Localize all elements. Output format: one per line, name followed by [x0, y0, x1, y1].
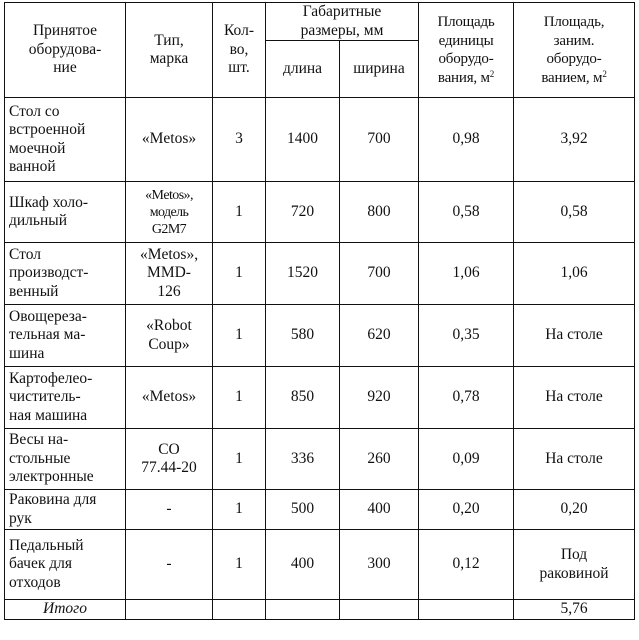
cell-type: «Metos», MMD- 126 [126, 243, 213, 305]
cell-width: 260 [340, 429, 419, 490]
table-row [5, 243, 635, 305]
cell-length: 850 [266, 367, 340, 429]
cell-total-area: Под раковиной [514, 530, 635, 600]
header-unit-area [419, 3, 514, 98]
cell-width: 620 [340, 305, 419, 367]
table-row [5, 182, 635, 243]
cell-unit-area: 0,78 [419, 367, 514, 429]
cell-name: Раковина для рук [5, 490, 126, 530]
cell-name: Шкаф холо- дильный [5, 182, 126, 243]
cell-qty: 1 [213, 530, 266, 600]
total-value: 5,76 [514, 600, 635, 620]
cell-type: «Robot Coup» [126, 305, 213, 367]
cell-width: 300 [340, 530, 419, 600]
cell-unit-area: 1,06 [419, 243, 514, 305]
cell-length: 1400 [266, 98, 340, 182]
cell-width: 920 [340, 367, 419, 429]
cell-length: 336 [266, 429, 340, 490]
cell-total-area: На столе [514, 429, 635, 490]
cell-length: 400 [266, 530, 340, 600]
cell-qty: 1 [213, 182, 266, 243]
table-row [5, 530, 635, 600]
cell-type: СО 77.44-20 [126, 429, 213, 490]
cell-length: 500 [266, 490, 340, 530]
table-row [5, 305, 635, 367]
cell-width: 700 [340, 98, 419, 182]
equipment-table [4, 2, 635, 620]
header-length: длина [266, 41, 340, 98]
cell-qty: 3 [213, 98, 266, 182]
cell-qty: 1 [213, 367, 266, 429]
cell-name: Стол производст- венный [5, 243, 126, 305]
header-row-1 [5, 3, 635, 41]
cell-name: Овощереза- тельная ма- шина [5, 305, 126, 367]
cell-type: «Metos», модель G2M7 [126, 182, 213, 243]
cell-total-area: 0,58 [514, 182, 635, 243]
total-row [5, 600, 635, 620]
table-row [5, 367, 635, 429]
empty-cell [419, 600, 514, 620]
header-type: Тип, марка [126, 3, 213, 98]
cell-type: «Metos» [126, 98, 213, 182]
empty-cell [213, 600, 266, 620]
cell-type: - [126, 530, 213, 600]
header-qty: Кол- во, шт. [213, 3, 266, 98]
cell-unit-area: 0,58 [419, 182, 514, 243]
cell-length: 1520 [266, 243, 340, 305]
empty-cell [340, 600, 419, 620]
cell-total-area: 0,20 [514, 490, 635, 530]
table-row [5, 490, 635, 530]
cell-type: «Metos» [126, 367, 213, 429]
cell-unit-area: 0,12 [419, 530, 514, 600]
cell-total-area: На столе [514, 367, 635, 429]
cell-name: Весы на- стольные электронные [5, 429, 126, 490]
header-total-area-text: Площадь, заним. оборудо- ванием, м [541, 14, 605, 86]
header-dimensions: Габаритные размеры, мм [266, 3, 419, 41]
header-total-area [514, 3, 635, 98]
cell-name: Стол со встроенной моечной ванной [5, 98, 126, 182]
cell-type: - [126, 490, 213, 530]
header-unit-area-text: Площадь единицы оборудо- вания, м [437, 14, 495, 86]
table-row [5, 429, 635, 490]
cell-name: Картофелео- чиститель- ная машина [5, 367, 126, 429]
cell-width: 400 [340, 490, 419, 530]
header-equipment: Принятое оборудова- ние [5, 3, 126, 98]
cell-unit-area: 0,09 [419, 429, 514, 490]
cell-unit-area: 0,98 [419, 98, 514, 182]
cell-qty: 1 [213, 429, 266, 490]
header-total-area-sup: 2 [602, 68, 607, 79]
header-unit-area-sup: 2 [489, 68, 495, 79]
empty-cell [126, 600, 213, 620]
cell-qty: 1 [213, 305, 266, 367]
header-width: ширина [340, 41, 419, 98]
table-row [5, 98, 635, 182]
cell-total-area: 1,06 [514, 243, 635, 305]
cell-total-area: На столе [514, 305, 635, 367]
cell-width: 700 [340, 243, 419, 305]
total-label: Итого [5, 600, 126, 620]
cell-name: Педальный бачек для отходов [5, 530, 126, 600]
cell-length: 580 [266, 305, 340, 367]
cell-unit-area: 0,20 [419, 490, 514, 530]
empty-cell [266, 600, 340, 620]
cell-width: 800 [340, 182, 419, 243]
cell-total-area: 3,92 [514, 98, 635, 182]
cell-qty: 1 [213, 490, 266, 530]
cell-unit-area: 0,35 [419, 305, 514, 367]
cell-length: 720 [266, 182, 340, 243]
cell-qty: 1 [213, 243, 266, 305]
